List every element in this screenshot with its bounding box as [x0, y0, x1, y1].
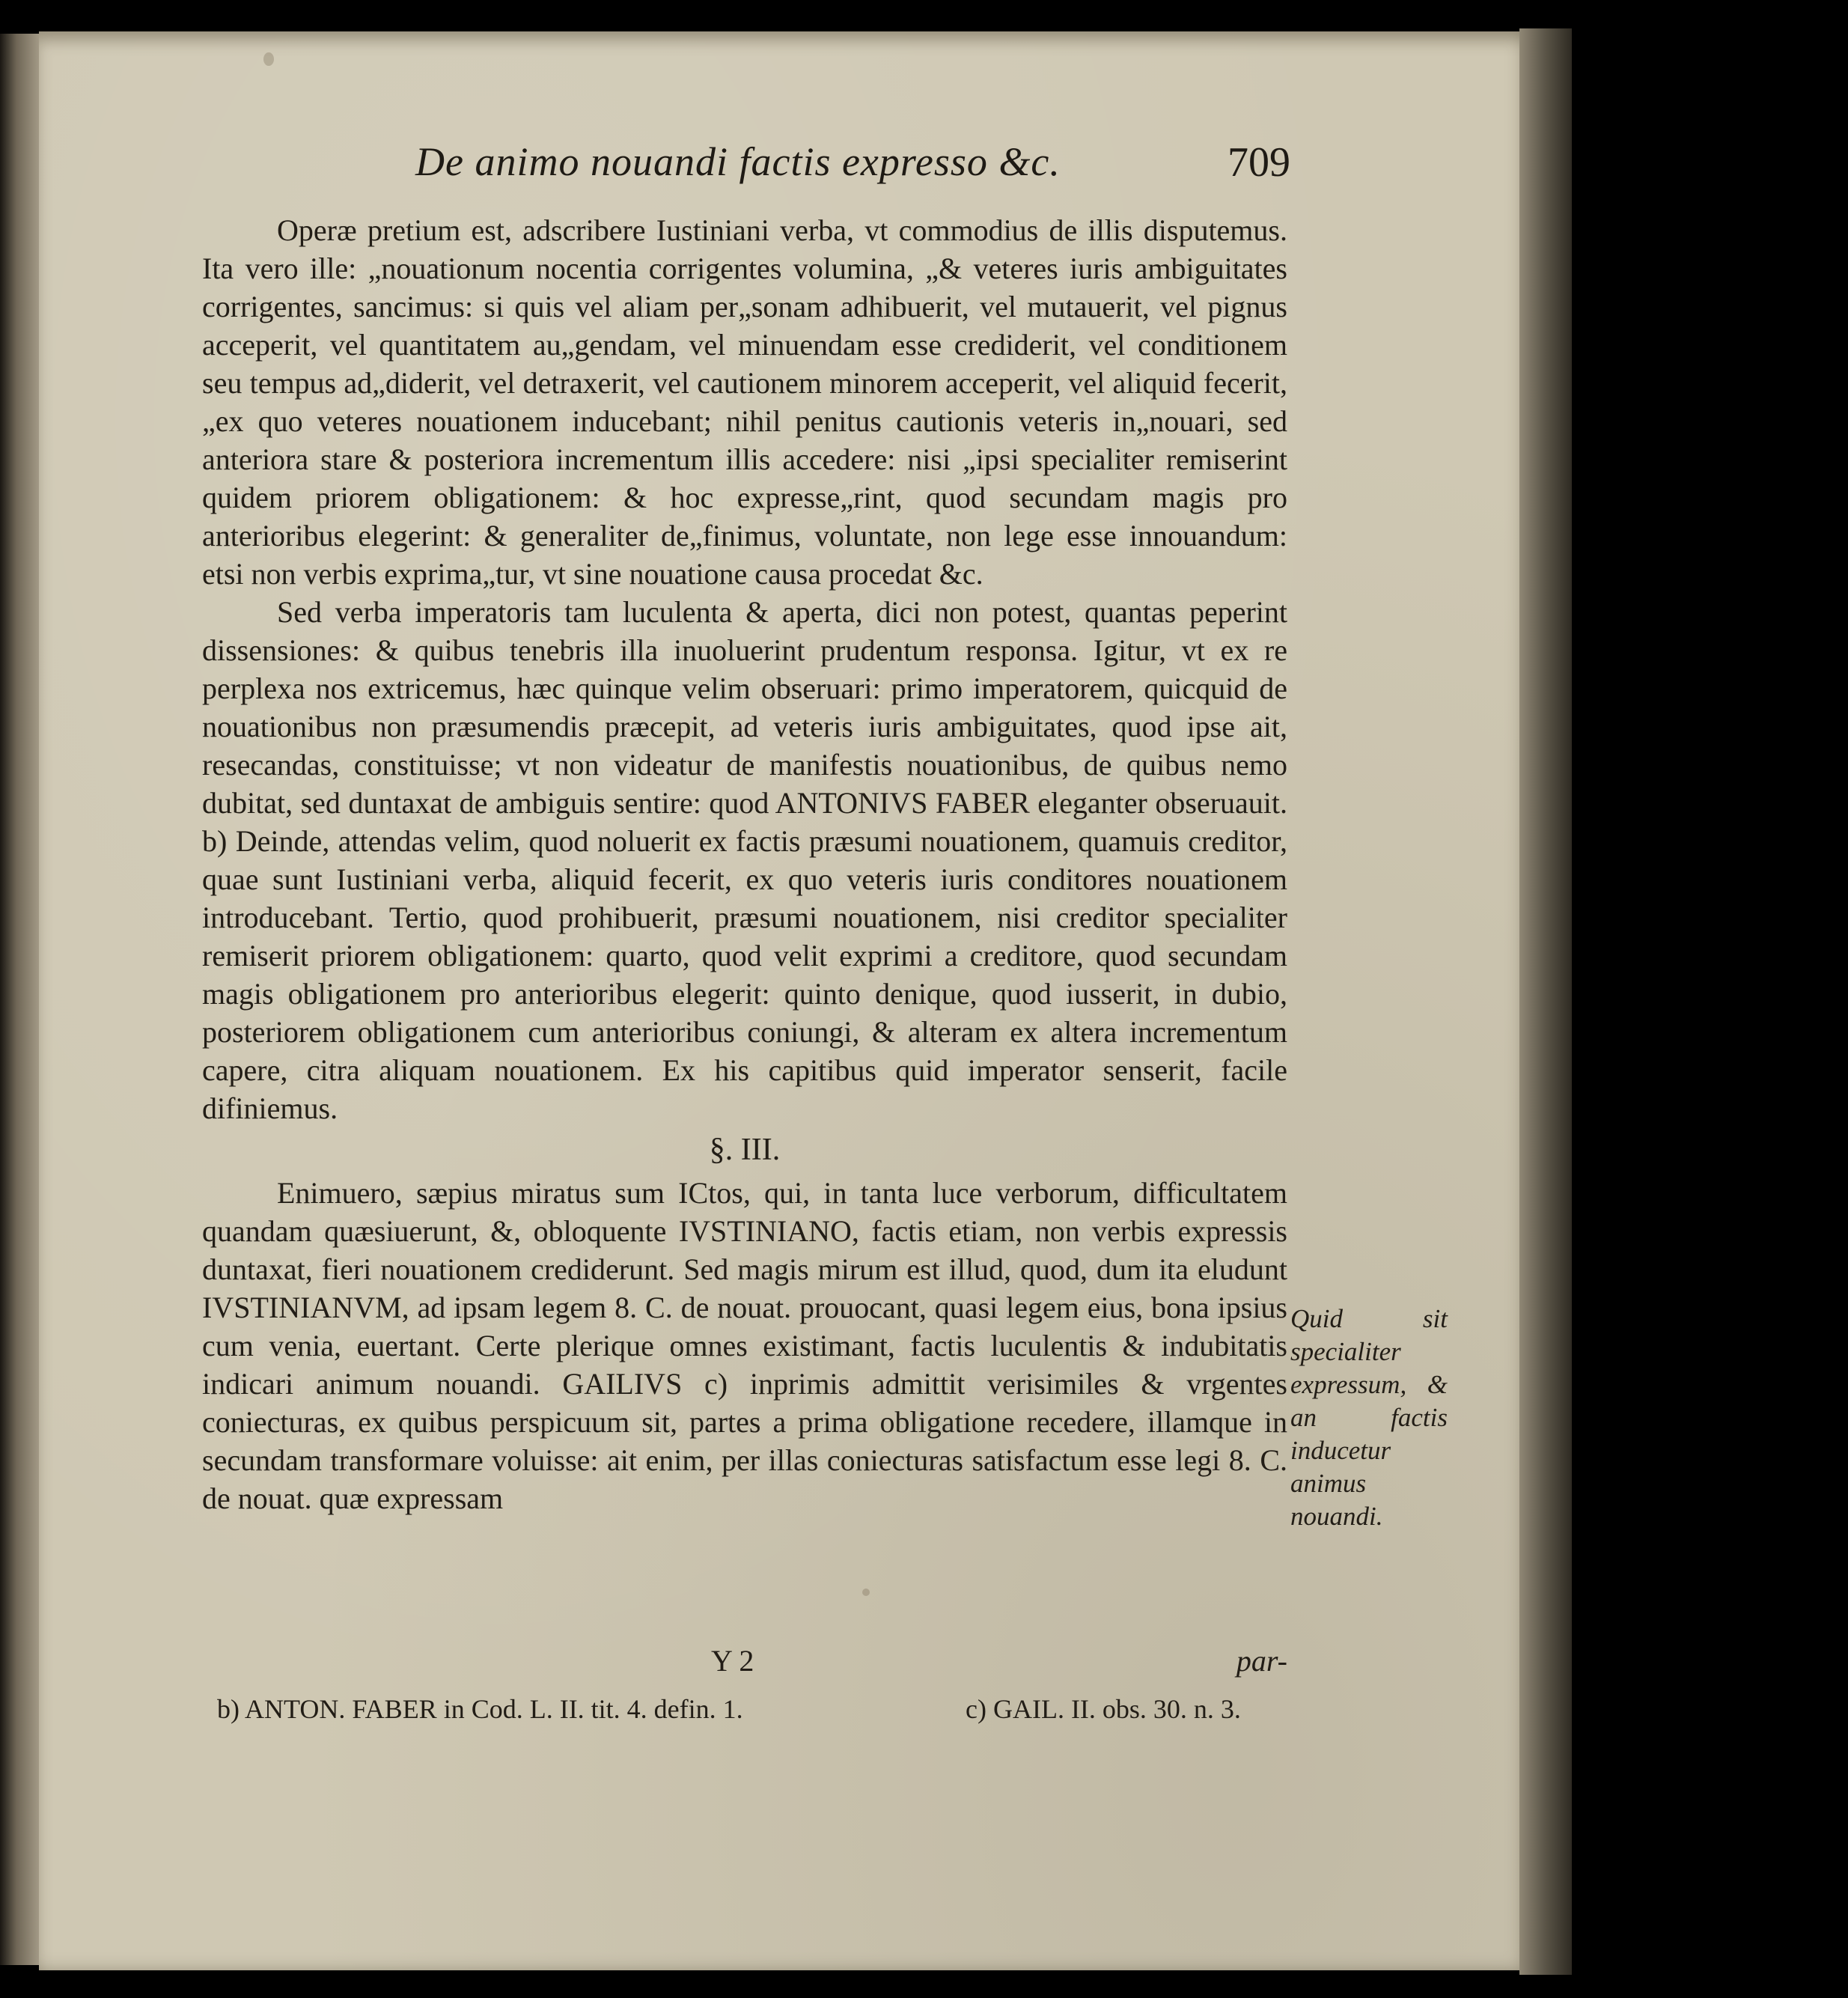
section-heading: §. III.: [709, 1133, 781, 1167]
signature-mark: Y 2: [711, 1644, 754, 1678]
main-text: [202, 211, 1287, 1517]
footnotes: [217, 1693, 1287, 1731]
paragraph-section-three: Enimuero, sæpius miratus sum ICtos, qui, in tanta luce verborum, difficultatem quandam quæsiuerunt, &, obloquente IVSTINIANO, factis etiam, non verbis expressis duntaxat, fieri nouationem crediderunt. Sed magis mirum est illud, quod, dum ita eludunt IVSTINIANVM, ad ipsam legem 8. C. de nouat. prouocant, quasi legem eius, bona ipsius cum venia, euertant. Certe plerique omnes existimant, factis luculentis & indubitatis indicari animum nouandi. GAILIVS c) inprimis admittit verisimiles & vrgentes coniecturas, ex quibus perspicuum sit, partes a prima obligatione recedere, illamque in secundam transformare voluisse: ait enim, per illas coniecturas satisfactum esse legi 8. C. de nouat. quæ expressam: [202, 1176, 1287, 1515]
running-head: De animo nouandi factis expresso &c.: [415, 139, 1061, 184]
book-cover-edge: [1519, 28, 1572, 1975]
facing-page-edge: [0, 34, 41, 1965]
catch-line: [202, 1643, 1287, 1681]
catchword: par-: [1236, 1644, 1287, 1678]
paragraph-observations: Sed verba imperatoris tam luculenta & aperta, dici non potest, quantas peperint dissensiones: & quibus tenebris illa inuoluerint prudentum responsa. Igitur, vt ex re perplexa nos extricemus, hæc quinque velim obseruari: primo imperatorem, quicquid de nouationibus non præsumendis præcepit, ad veteris iuris ambiguitates, quod ipse ait, resecandas, constituisse; vt non videatur de manifestis nouationibus, de quibus nemo dubitat, sed duntaxat de ambiguis sentire: quod ANTONIVS FABER eleganter obseruauit. b) Deinde, attendas velim, quod noluerit ex factis præsumi nouationem, quamuis creditor, quae sunt Iustiniani verba, aliquid fecerit, ex quo veteris iuris conditores nouationem introducebant. Tertio, quod prohibuerit, præsumi nouationem, nisi creditor specialiter remiserit priorem obligationem: quarto, quod velit exprimi a creditore, quod secundam magis obligationem pro anterioribus elegerit: quinto denique, quod iusserit, in dubio, posteriorem obligationem cum anterioribus coniungi, & alteram ex altera incrementum capere, citra aliquam nouationem. Ex his capitibus quid imperator senserit, facile difiniemus.: [202, 595, 1287, 1125]
paper-stain: [862, 1589, 870, 1596]
paragraph-justinian-quote: Operæ pretium est, adscribere Iustiniani verba, vt commodius de illis disputemus. Ita vero ille: „nouationum nocentia corrigentes volumina, „& veteres iuris ambiguitates corrigentes, sancimus: si quis vel aliam per„sonam adhibuerit, vel mutauerit, vel pignus acceperit, vel quantitatem au„gendam, vel minuendam esse crediderit, vel conditionem seu tempus ad„diderit, vel detraxerit, vel cautionem minorem acceperit, vel aliquid fecerit, „ex quo veteres nouationem inducebant; nihil penitus cautionis veteris in„nouari, sed anteriora stare & posteriora incrementum illis accedere: nisi „ipsi specialiter remiserint quidem priorem obligationem: & hoc expresse„rint, quod secundam magis pro anterioribus elegerint: & generaliter de„finimus, voluntate, non lege esse innouandum: etsi non verbis exprima„tur, vt sine nouatione causa procedat &c.: [202, 213, 1287, 591]
footnote-c: c) GAIL. II. obs. 30. n. 3.: [966, 1694, 1241, 1724]
marginal-note: Quid sit specialiter expressum, & an factis inducetur animus nouandi.: [1290, 1304, 1448, 1531]
footnote-b: b) ANTON. FABER in Cod. L. II. tit. 4. defin. 1.: [217, 1694, 743, 1724]
page-number: 709: [1228, 139, 1290, 186]
paper-stain: [263, 52, 274, 66]
